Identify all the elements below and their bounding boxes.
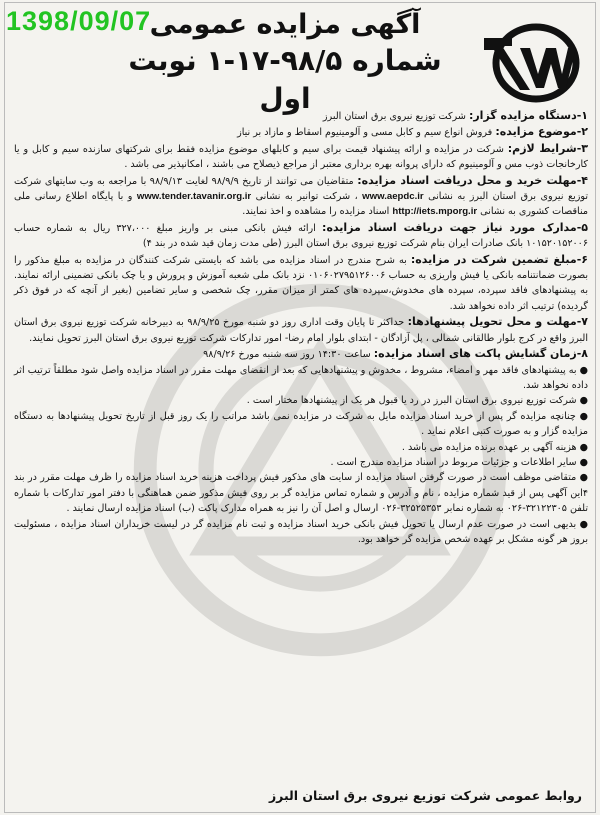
bullet-item: ● سایر اطلاعات و جزئیات مربوط در اسناد مزایده مندرج است . bbox=[330, 456, 588, 468]
footer-signature: روابط عمومی شرکت توزیع نیروی برق استان البرز bbox=[268, 788, 582, 803]
date-stamp: 1398/09/07 bbox=[6, 6, 152, 36]
bullet-item: ● به پیشنهادهای فاقد مهر و امضاء، مشروط ، مخدوش و پیشنهادهایی که بعد از انقضای مهلت مقرر در اسناد مزایده واصل شود مطلقاً ترتیب اثر داده نخواهد شد. bbox=[14, 364, 588, 391]
section-4: ۴-مهلت خرید و محل دریافت اسناد مزایده: متقاضیان می توانند از تاریخ ۹۸/۹/۹ لغایت ۹۸/۹/۱۳ با مراجعه به وب سایتهای شرکت توزیع نیروی برق استان البرز به نشانی www.aepdc.ir ، شرکت توانیر به نشانی www.tender.tavanir.org.ir و با پایگاه اطلاع رسانی ملی مناقصات کشوری به نشانی http://iets.mporg.ir اسناد مزایده را مشاهده و اخذ نمایند. bbox=[14, 173, 589, 218]
section-3: ۳-شرایط لازم: شرکت در مزایده و ارائه پیشنهاد قیمت برای سیم و کابلهای موضوع مزایده فقط برای شرکتهای سازنده سیم و کابل و یا کارخانجات ذوب مس و آلومینیوم که دارای پروانه بهره برداری معتبر از مراجع ذیصلاح می باشند ، امکانپذیر می باشد . bbox=[14, 141, 588, 171]
bullet-item: ● هزینه آگهی بر عهده برنده مزایده می باشد . bbox=[401, 441, 588, 453]
section-6: ۶-مبلغ تضمین شرکت در مزایده: به شرح مندرج در اسناد مزایده می باشد که بایستی شرکت کنندگان در مزایده به مبلغ مذکور را بصورت ضمانتنامه بانکی یا فیش واریزی به حساب ۰۱۰۶۰۲۷۹۵۱۲۶۰۰۶ نزد بانک ملی شعبه آموزش و پرورش و یا چک بانکی تضمینی ارائه نمایند. به پیشنهادهای فاقد سپرده، سپرده های مخدوش،سپرده های کمتر از میزان مقرر، چک شخصی و سایر تضامین (بغیر از آنچه که در فوق ذکر گردیده) ترتیب اثر داده نخواهد شد. bbox=[14, 252, 588, 312]
section-1: ۱-دستگاه مزایده گزار: شرکت توزیع نیروی برق استان البرز bbox=[322, 109, 588, 122]
page-title: آگهی مزایده عمومی bbox=[149, 9, 421, 40]
tender-number: شماره ۹۸/۵-۱۷-۱ نوبت اول bbox=[128, 44, 442, 115]
website-link-aepdc[interactable]: www.aepdc.ir bbox=[362, 191, 424, 203]
website-link-tavanir[interactable]: www.tender.tavanir.org.ir bbox=[136, 191, 252, 203]
bullet-item: ● شرکت توزیع نیروی برق استان البرز در رد یا قبول هر یک از پیشنهادها مختار است . bbox=[246, 395, 588, 407]
company-logo-icon bbox=[476, 18, 580, 104]
section-5: ۵-مدارک مورد نیاز جهت دریافت اسناد مزایده: ارائه فیش بانکی مبنی بر واریز مبلغ ۳۲۷،۰۰۰ ریال به شماره حساب ۱۰۱۵۲۰۱۵۲۰۰۶ بانک صادرات ایران بنام شرکت توزیع نیروی برق استان البرز (طی مدت زمان قید شده در بند ۴) bbox=[14, 220, 589, 250]
website-link-iets[interactable]: http://iets.mporg.ir bbox=[392, 206, 478, 218]
section-8: ۸-زمان گشایش پاکت های اسناد مزایده: ساعت ۱۴:۳۰ روز سه شنبه مورخ ۹۸/۹/۲۶ bbox=[203, 347, 588, 361]
bullet-item: ● متقاضی موظف است در صورت گرفتن اسناد مزایده از سایت های مذکور فیش پرداخت هزینه خرید اسناد مزایده را ظرف مهلت مقرر در بند ۴این آگهی پس از قید شماره مزایده ، نام و آدرس و شماره تماس مزایده گر بر روی فیش مذکور ضمن هماهنگی با دفتر امور تدارکات با شماره تلفن ۳۲۱۲۲۳۰۵-۰۲۶ به شماره نمابر ۳۲۵۲۵۳۵۳-۰۲۶ ارسال و اصل آن را نیز به همراه مدارک پاکت (ب) اسناد مزایده ارسال نمایند . bbox=[14, 472, 588, 515]
bullet-item: ● بدیهی است در صورت عدم ارسال یا تحویل فیش بانکی خرید اسناد مزایده و ثبت نام مزایده گر در لیست خریداران اسناد مزایده ، مسئولیت بروز هر گونه مشکل بر عهده شخص مزایده گر خواهد بود. bbox=[14, 518, 588, 545]
announcement-body bbox=[14, 108, 588, 547]
section-2: ۲-موضوع مزایده: فروش انواع سیم و کابل مسی و آلومینیوم اسقاط و مازاد بر نیاز bbox=[237, 125, 588, 139]
announcement-header bbox=[120, 8, 450, 118]
section-7: ۷-مهلت و محل تحویل پیشنهادها: حداکثر تا پایان وقت اداری روز دو شنبه مورخ ۹۸/۹/۲۵ به دبیرخانه شرکت توزیع نیروی برق استان البرز واقع در کرج بلوار طالقانی شمالی ، پل آزادگان - ابتدای بلوار امام رضا- امور تدارکات شرکت توزیع نیروی برق استان البرز تحویل نمایند. bbox=[14, 315, 588, 344]
bullet-item: ● چنانچه مزایده گر پس از خرید اسناد مزایده مایل به شرکت در مزایده نمی باشد مراتب را یک روز قبل از تاریخ تحویل پیشنهادها به دستگاه مزایده گزار و به صورت کتبی اعلام نماید . bbox=[14, 410, 588, 438]
